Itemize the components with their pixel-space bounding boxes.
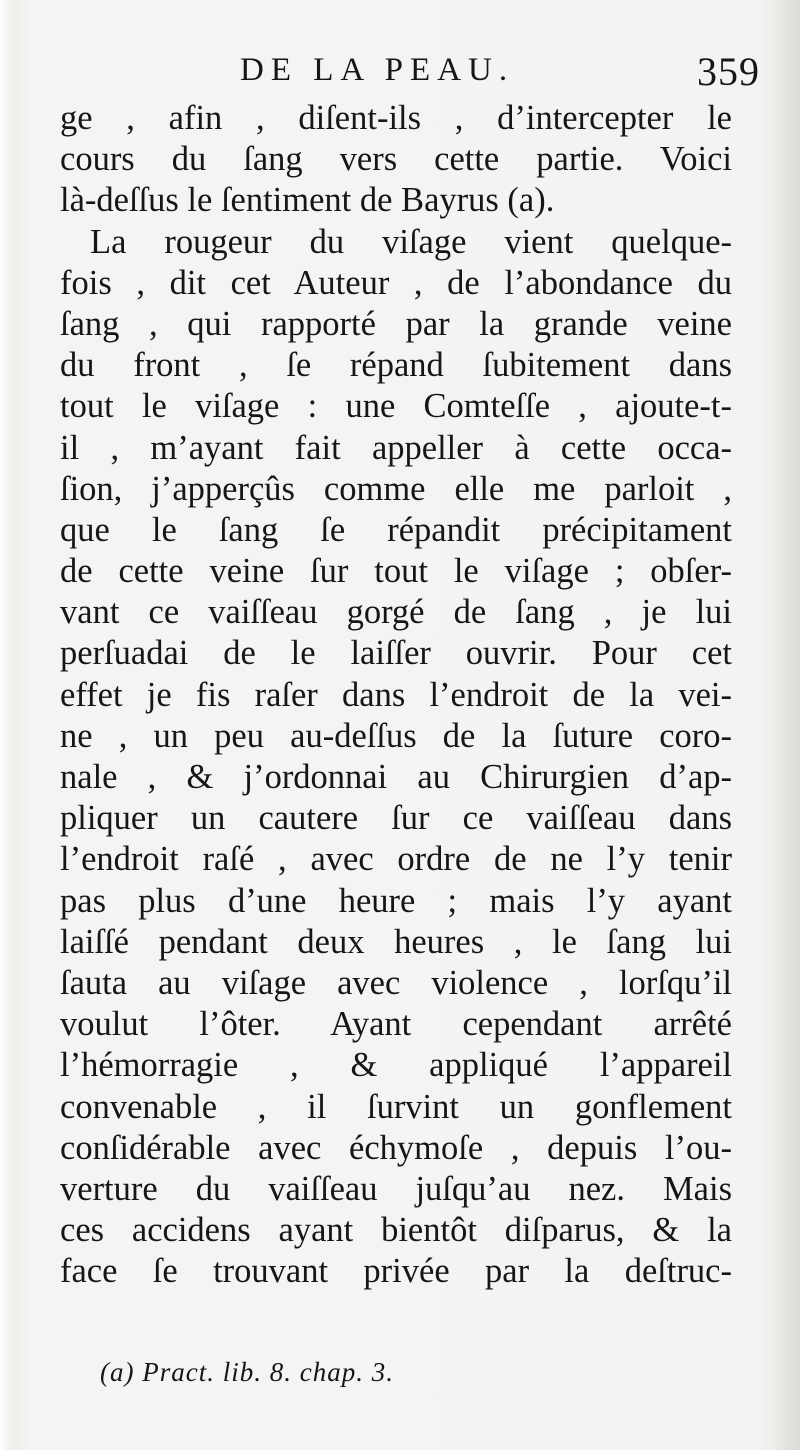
text-line: que le ſang ſe répandit précipitament: [60, 510, 732, 549]
text-line: verture du vaiſſeau juſqu’au nez. Mais: [60, 1169, 732, 1208]
text-line: l’hémorragie , & appliqué l’appareil: [60, 1046, 732, 1085]
text-line: de cette veine ſur tout le viſage ; obſer-: [60, 552, 732, 591]
body-text: [60, 98, 732, 1292]
text-line: nale , & j’ordonnai au Chirurgien d’ap-: [60, 758, 732, 796]
text-line: fois , dit cet Auteur , de l’abondance du: [60, 263, 732, 302]
page-header: [60, 49, 760, 102]
footnote: (a) Pract. lib. 8. chap. 3.: [100, 1357, 394, 1387]
text-line: voulut l’ôter. Ayant cependant arrêté: [60, 1005, 732, 1044]
text-line: La rougeur du viſage vient quelque-: [90, 222, 732, 261]
page-edge-shadow: [760, 0, 800, 1450]
text-line: l’endroit raſé , avec ordre de ne l’y tenir: [60, 840, 732, 879]
text-line: là-deſſus le ſentiment de Bayrus (a).: [60, 181, 555, 220]
text-line: face ſe trouvant privée par la deſtruc-: [60, 1252, 732, 1291]
text-line: tout le viſage : une Comteſſe , ajoute-t-: [60, 387, 732, 426]
text-line: ſion, j’apperçûs comme elle me parloit ,: [60, 469, 732, 508]
text-line: vant ce vaiſſeau gorgé de ſang , je lui: [60, 593, 732, 632]
text-line: conſidérable avec échymoſe , depuis l’ou-: [60, 1128, 732, 1167]
text-line: convenable , il ſurvint un gonflement: [60, 1087, 732, 1126]
page-gutter: [0, 0, 14, 1450]
text-line: ſauta au viſage avec violence , lorſqu’il: [60, 963, 732, 1002]
text-line: laiſſé pendant deux heures , le ſang lui: [60, 922, 732, 961]
text-line: ces accidens ayant bientôt diſparus, & la: [60, 1211, 732, 1250]
text-line: il , m’ayant fait appeller à cette occa-: [60, 428, 732, 467]
text-line: cours du ſang vers cette partie. Voici: [60, 140, 732, 179]
text-line: perſuadai de le laiſſer ouvrir. Pour cet: [60, 634, 732, 673]
text-line: pliquer un cautere ſur ce vaiſſeau dans: [60, 799, 732, 838]
text-line: ſang , qui rapporté par la grande veine: [60, 304, 732, 343]
text-line: effet je fis raſer dans l’endroit de la vei-: [60, 675, 732, 714]
text-line: ge , afin , diſent-ils , d’intercepter le: [60, 99, 732, 137]
text-line: du front , ſe répand ſubitement dans: [60, 346, 732, 385]
text-line: pas plus d’une heure ; mais l’y ayant: [60, 881, 732, 920]
running-head: DE LA PEAU.: [240, 52, 515, 88]
page-number: 359: [697, 49, 760, 94]
text-line: ne , un peu au-deſſus de la ſuture coro-: [60, 716, 732, 755]
